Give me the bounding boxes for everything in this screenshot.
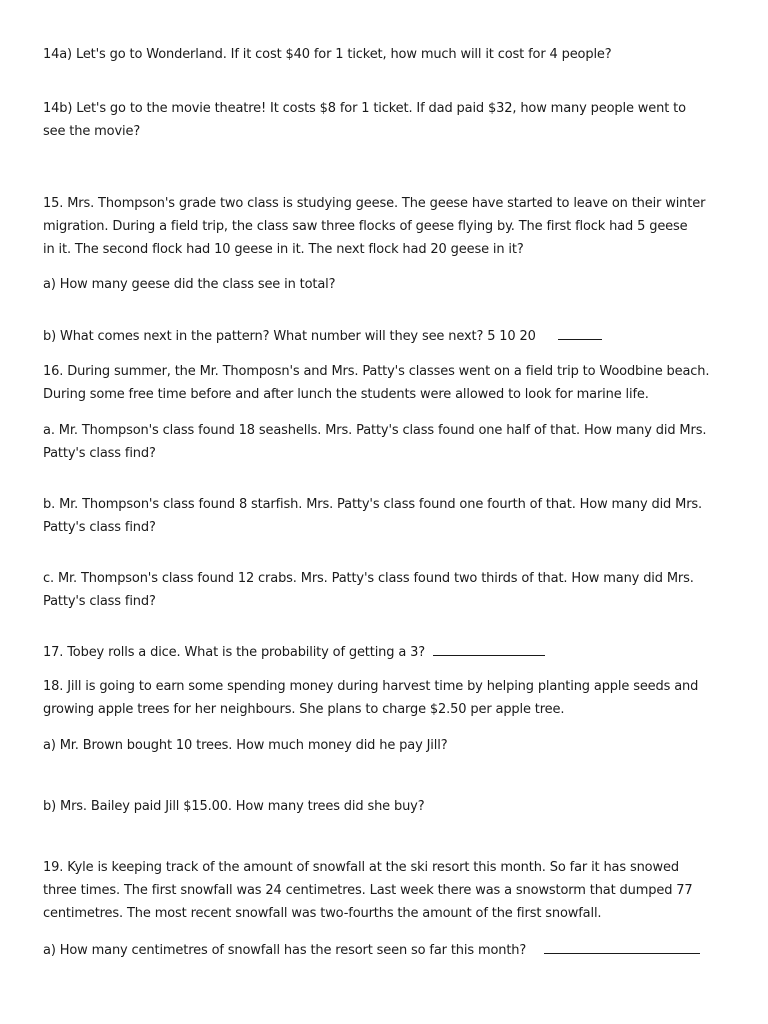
- answer-blank[interactable]: [558, 327, 602, 340]
- question-18-part-b: b) Mrs. Bailey paid Jill $15.00. How many trees did she buy?: [43, 799, 425, 814]
- question-15-line-1: 15. Mrs. Thompson's grade two class is studying geese. The geese have started to leave on their winter: [43, 196, 706, 211]
- answer-blank[interactable]: [544, 941, 700, 954]
- answer-blank[interactable]: [433, 643, 545, 656]
- question-17-text: 17. Tobey rolls a dice. What is the probability of getting a 3?: [43, 645, 426, 660]
- question-15-part-b: [43, 327, 602, 346]
- question-19-line-2: three times. The first snowfall was 24 centimetres. Last week there was a snowstorm that dumped 77: [43, 883, 693, 898]
- question-18-part-a: a) Mr. Brown bought 10 trees. How much money did he pay Jill?: [43, 738, 448, 753]
- question-14a-line-1: 14a) Let's go to Wonderland. If it cost $40 for 1 ticket, how much will it cost for 4 people?: [43, 47, 612, 62]
- question-16-line-1: 16. During summer, the Mr. Thomposn's and Mrs. Patty's classes went on a field trip to Woodbine beach.: [43, 364, 710, 379]
- question-18-line-1: 18. Jill is going to earn some spending money during harvest time by helping planting apple seeds and: [43, 679, 699, 694]
- question-16-part-b-line-2: Patty's class find?: [43, 520, 156, 535]
- question-19-part-a: [43, 941, 700, 960]
- question-16-part-a-line-1: a. Mr. Thompson's class found 18 seashells. Mrs. Patty's class found one half of that. How many did Mrs.: [43, 423, 707, 438]
- question-19-part-a-text: a) How many centimetres of snowfall has the resort seen so far this month?: [43, 943, 527, 958]
- question-19-line-1: 19. Kyle is keeping track of the amount of snowfall at the ski resort this month. So far it has snowed: [43, 860, 679, 875]
- question-14b-line-2: see the movie?: [43, 124, 141, 139]
- question-15-line-2: migration. During a field trip, the class saw three flocks of geese flying by. The first flock had 5 geese: [43, 219, 688, 234]
- question-15-line-3: in it. The second flock had 10 geese in it. The next flock had 20 geese in it?: [43, 242, 524, 257]
- question-15-part-a: a) How many geese did the class see in total?: [43, 277, 336, 292]
- question-16-part-b-line-1: b. Mr. Thompson's class found 8 starfish. Mrs. Patty's class found one fourth of that. How many did Mrs.: [43, 497, 703, 512]
- question-15-part-b-text: b) What comes next in the pattern? What number will they see next? 5 10 20: [43, 329, 536, 344]
- question-16-part-c-line-2: Patty's class find?: [43, 594, 156, 609]
- question-16-part-a-line-2: Patty's class find?: [43, 446, 156, 461]
- question-18-line-2: growing apple trees for her neighbours. She plans to charge $2.50 per apple tree.: [43, 702, 565, 717]
- question-16-line-2: During some free time before and after lunch the students were allowed to look for marine life.: [43, 387, 649, 402]
- question-19-line-3: centimetres. The most recent snowfall was two-fourths the amount of the first snowfall.: [43, 906, 602, 921]
- question-17-line-1: [43, 643, 545, 662]
- question-14b-line-1: 14b) Let's go to the movie theatre! It costs $8 for 1 ticket. If dad paid $32, how many people went to: [43, 101, 686, 116]
- question-16-part-c-line-1: c. Mr. Thompson's class found 12 crabs. Mrs. Patty's class found two thirds of that. How many did Mrs.: [43, 571, 694, 586]
